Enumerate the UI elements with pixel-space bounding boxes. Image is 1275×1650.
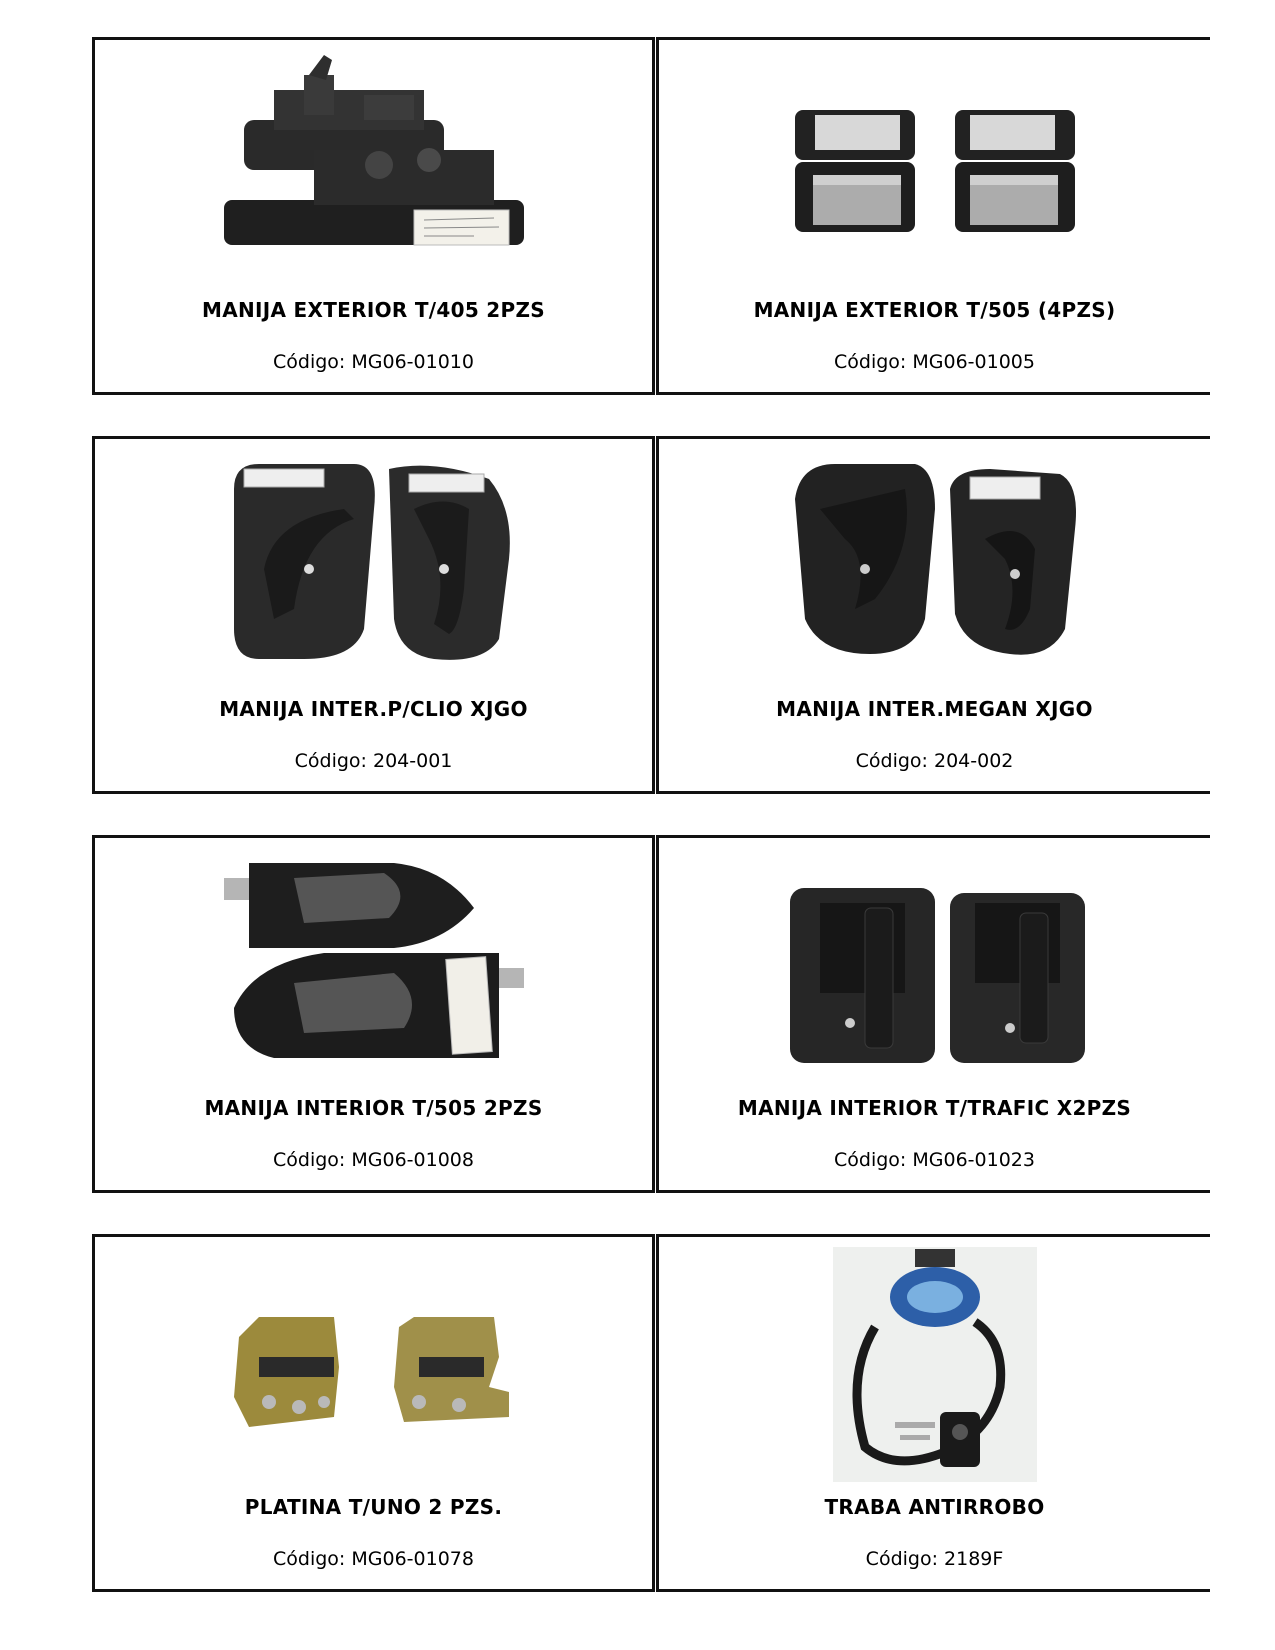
product-card-3 [92,436,655,794]
interior-handle-trafic-photo [659,848,1210,1078]
product-name: TRABA ANTIRROBO [824,1495,1045,1519]
product-card-6 [656,835,1210,1193]
product-name: PLATINA T/UNO 2 PZS. [244,1495,503,1519]
exterior-handle-505-photo [659,50,1210,280]
exterior-handle-405-photo [95,50,652,280]
product-card-5 [92,835,655,1193]
product-code: Código: 2189F [865,1548,1004,1570]
product-name: MANIJA INTERIOR T/505 2PZS [204,1096,543,1120]
product-code: Código: MG06-01010 [273,351,474,373]
product-card-8 [656,1234,1210,1592]
product-name: MANIJA EXTERIOR T/505 (4PZS) [753,298,1116,322]
interior-handle-megane-photo [659,449,1210,679]
product-name: MANIJA INTERIOR T/TRAFIC X2PZS [737,1096,1132,1120]
product-name: MANIJA INTER.P/CLIO XJGO [219,697,528,721]
product-code: Código: 204-001 [294,750,453,772]
product-code: Código: MG06-01008 [273,1149,474,1171]
product-code: Código: MG06-01078 [273,1548,474,1570]
interior-handle-clio-photo [95,449,652,679]
product-code: Código: MG06-01005 [834,351,1035,373]
product-card-4 [656,436,1210,794]
product-card-2 [656,37,1210,395]
interior-handle-505-photo [95,848,652,1078]
product-card-1 [92,37,655,395]
latch-plate-uno-photo [95,1247,652,1477]
product-code: Código: MG06-01023 [834,1149,1035,1171]
product-name: MANIJA INTER.MEGAN XJGO [776,697,1093,721]
product-card-7 [92,1234,655,1592]
product-name: MANIJA EXTERIOR T/405 2PZS [202,298,545,322]
product-code: Código: 204-002 [855,750,1014,772]
anti-theft-cable-lock-photo [659,1247,1210,1477]
